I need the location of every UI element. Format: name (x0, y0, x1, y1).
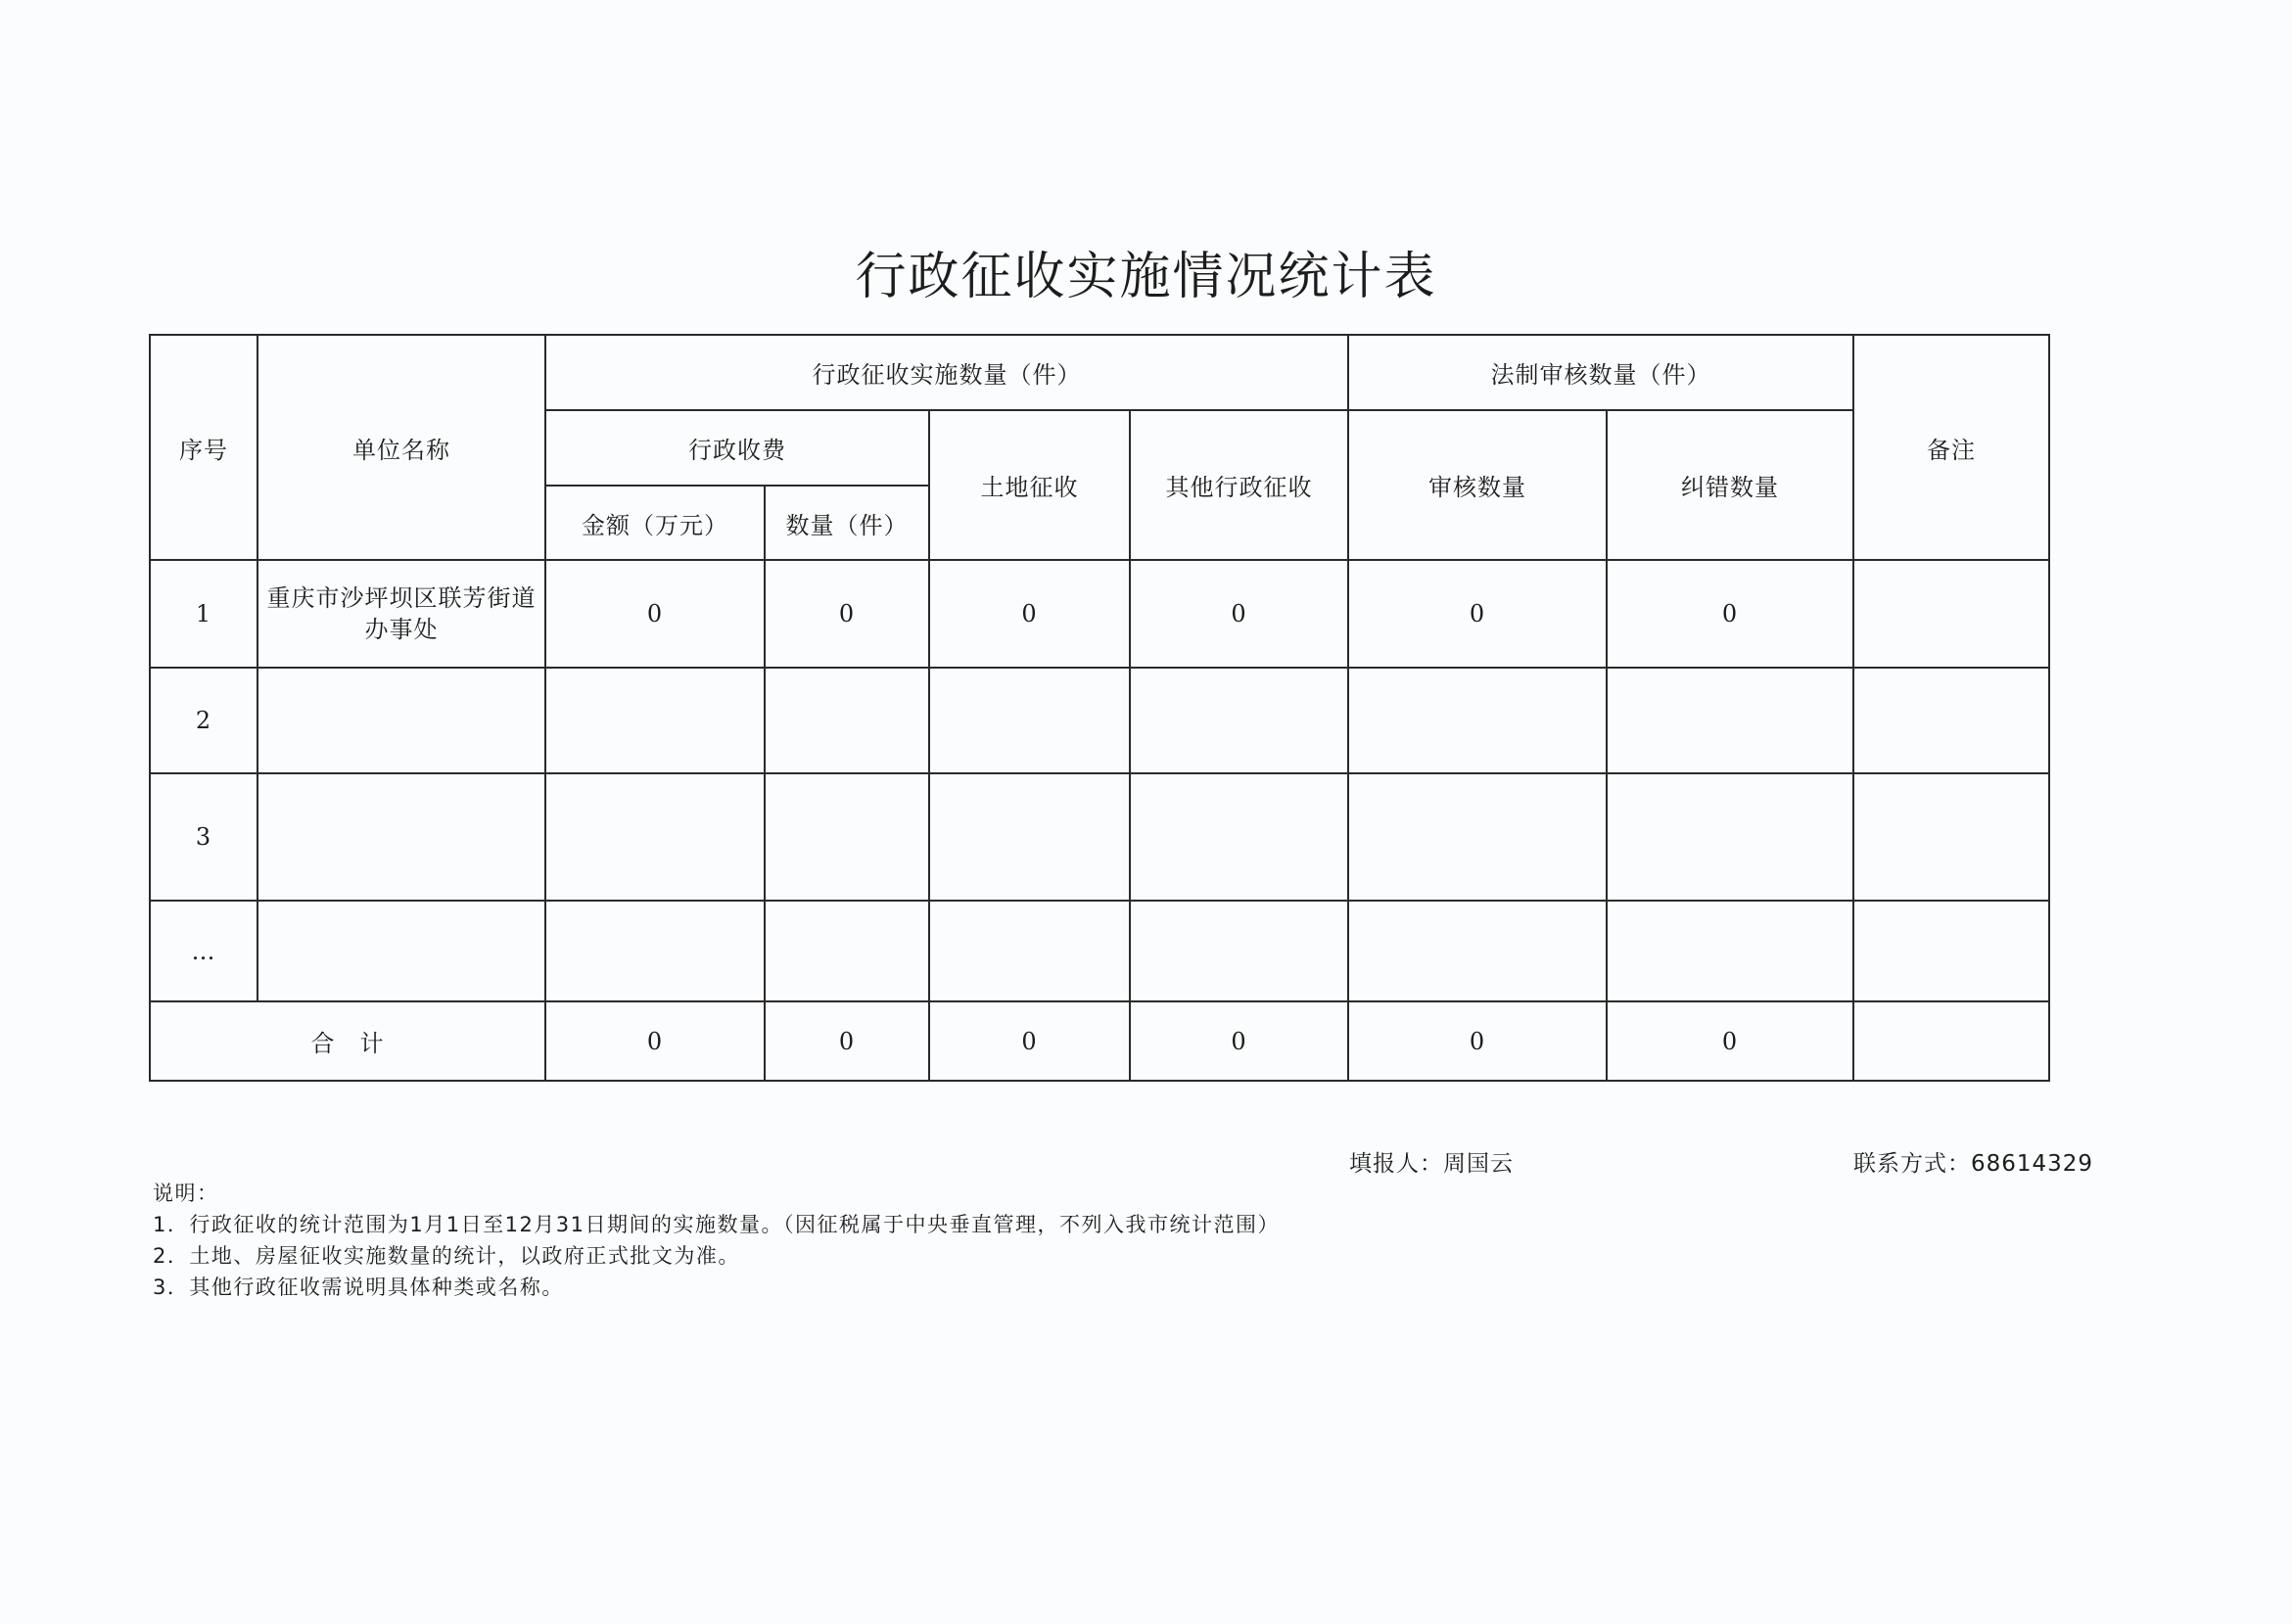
cell-other: 0 (1130, 560, 1348, 668)
header-other: 其他行政征收 (1130, 410, 1348, 560)
contact-info: 联系方式：68614329 (1853, 1151, 2094, 1177)
table-row (150, 560, 2049, 668)
cell-other (1130, 901, 1348, 1001)
total-land: 0 (929, 1001, 1130, 1081)
cell-remark (1853, 773, 2049, 901)
table-row (150, 773, 2049, 901)
unit-name-line1: 重庆市沙坪坝区联芳街道 (266, 584, 537, 612)
total-other: 0 (1130, 1001, 1348, 1081)
notes-section (153, 1178, 1280, 1303)
cell-count (765, 901, 929, 1001)
header-review-count: 审核数量 (1348, 410, 1607, 560)
cell-unit-name (257, 668, 545, 773)
header-fee-group: 行政收费 (545, 410, 929, 486)
cell-amount (545, 773, 765, 901)
header-amount: 金额（万元） (545, 486, 765, 560)
cell-correct (1607, 901, 1853, 1001)
cell-amount (545, 901, 765, 1001)
header-land: 土地征收 (929, 410, 1130, 560)
cell-amount: 0 (545, 560, 765, 668)
total-remark (1853, 1001, 2049, 1081)
note-item: 2．土地、房屋征收实施数量的统计，以政府正式批文为准。 (153, 1244, 740, 1268)
cell-land (929, 668, 1130, 773)
cell-review (1348, 773, 1607, 901)
cell-correct (1607, 668, 1853, 773)
cell-review (1348, 668, 1607, 773)
total-amount: 0 (545, 1001, 765, 1081)
header-review-group: 法制审核数量（件） (1348, 335, 1853, 410)
cell-unit-name (257, 773, 545, 901)
page-title: 行政征收实施情况统计表 (855, 248, 1437, 306)
table-row (150, 668, 2049, 773)
header-remark: 备注 (1853, 335, 2049, 560)
header-seq: 序号 (150, 335, 257, 560)
cell-seq: … (150, 901, 257, 1001)
cell-remark (1853, 560, 2049, 668)
cell-review (1348, 901, 1607, 1001)
table-row (150, 901, 2049, 1001)
total-label: 合 计 (150, 1001, 545, 1081)
header-impl-group: 行政征收实施数量（件） (545, 335, 1348, 410)
cell-other (1130, 773, 1348, 901)
cell-unit-name (257, 901, 545, 1001)
total-correct: 0 (1607, 1001, 1853, 1081)
cell-land: 0 (929, 560, 1130, 668)
total-review: 0 (1348, 1001, 1607, 1081)
cell-count (765, 773, 929, 901)
cell-remark (1853, 901, 2049, 1001)
cell-other (1130, 668, 1348, 773)
header-unit-name: 单位名称 (257, 335, 545, 560)
statistics-table (149, 334, 2050, 1082)
note-item: 1．行政征收的统计范围为1月1日至12月31日期间的实施数量。（因征税属于中央垂直管理，不列入我市统计范围） (153, 1213, 1281, 1236)
cell-count (765, 668, 929, 773)
note-item: 3．其他行政征收需说明具体种类或名称。 (153, 1276, 564, 1299)
notes-heading: 说明： (153, 1182, 219, 1205)
cell-land (929, 901, 1130, 1001)
cell-seq: 2 (150, 668, 257, 773)
cell-count: 0 (765, 560, 929, 668)
header-count: 数量（件） (765, 486, 929, 560)
header-correct-count: 纠错数量 (1607, 410, 1853, 560)
total-count: 0 (765, 1001, 929, 1081)
cell-land (929, 773, 1130, 901)
cell-seq: 3 (150, 773, 257, 901)
cell-remark (1853, 668, 2049, 773)
cell-amount (545, 668, 765, 773)
cell-correct: 0 (1607, 560, 1853, 668)
cell-review: 0 (1348, 560, 1607, 668)
cell-seq: 1 (150, 560, 257, 668)
cell-unit-name (257, 560, 545, 668)
cell-correct (1607, 773, 1853, 901)
total-row (150, 1001, 2049, 1081)
filler-name: 填报人：周国云 (1349, 1151, 1514, 1177)
unit-name-line2: 办事处 (364, 616, 439, 643)
